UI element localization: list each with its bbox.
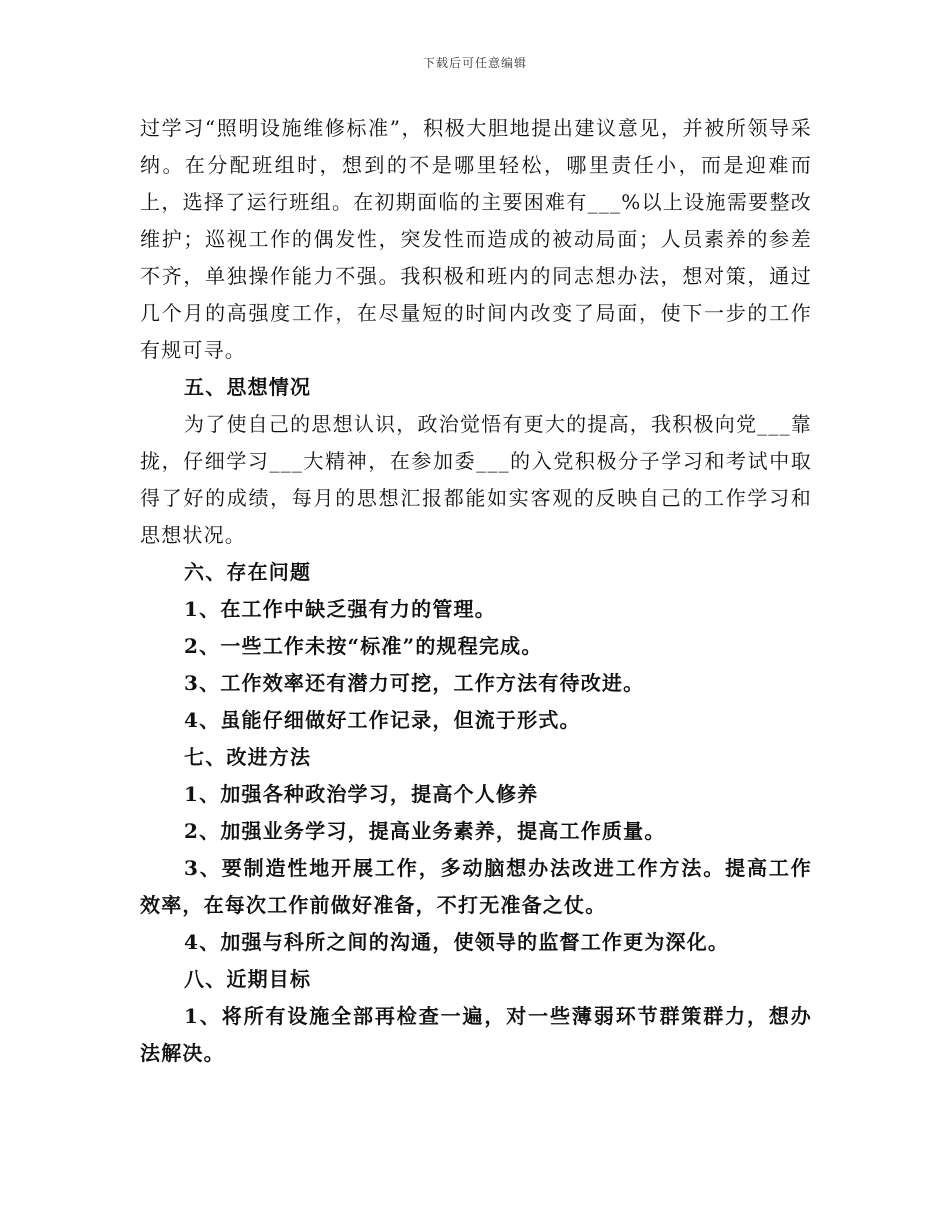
section-heading-problems: 六、存在问题 xyxy=(184,560,312,584)
section-heading-improvements: 七、改进方法 xyxy=(184,745,312,769)
list-item-improvement-4: 4、加强与科所之间的沟通，使领导的监督工作更为深化。 xyxy=(184,930,730,954)
list-item-problem-1: 1、在工作中缺乏强有力的管理。 xyxy=(184,597,496,621)
paragraph-work-experience: 过学习“照明设施维修标准”，积极大胆地提出建议意见，并被所领导采纳。在分配班组时，想到的不是哪里轻松，哪里责任小，而是迎难而上，选择了运行班组。在初期面临的主要困难有___%以上设施需要整改维护；巡视工作的偶发性，突发性而造成的被动局面；人员素养的参差不齐，单独操作能力不强。我积极和班内的同志想办法，想对策，通过几个月的高强度工作，在尽量短的时间内改变了局面，使下一步的工作有规可寻。 xyxy=(140,116,812,362)
list-item-problem-2: 2、一些工作未按“标准”的规程完成。 xyxy=(184,634,543,658)
section-heading-goals: 八、近期目标 xyxy=(184,967,312,991)
header-note: 下载后可任意编辑 xyxy=(422,56,527,70)
list-item-problem-3: 3、工作效率还有潜力可挖，工作方法有待改进。 xyxy=(184,671,645,695)
list-item-goal-1: 1、将所有设施全部再检查一遍，对一些薄弱环节群策群力，想办法解决。 xyxy=(140,1004,812,1065)
document-body xyxy=(140,110,812,1072)
list-item-problem-4: 4、虽能仔细做好工作记录，但流于形式。 xyxy=(184,708,581,732)
list-item-improvement-3: 3、要制造性地开展工作，多动脑想办法改进工作方法。提高工作效率，在每次工作前做好准备，不打无准备之仗。 xyxy=(140,856,812,917)
paragraph-thoughts: 为了使自己的思想认识，政治觉悟有更大的提高，我积极向党___靠拢，仔细学习___大精神，在参加委___的入党积极分子学习和考试中取得了好的成绩，每月的思想汇报都能如实客观的反映自己的工作学习和思想状况。 xyxy=(140,412,812,547)
list-item-improvement-2: 2、加强业务学习，提高业务素养，提高工作质量。 xyxy=(184,819,666,843)
list-item-improvement-1: 1、加强各种政治学习，提高个人修养 xyxy=(184,782,539,806)
section-heading-thoughts: 五、思想情况 xyxy=(184,375,312,399)
